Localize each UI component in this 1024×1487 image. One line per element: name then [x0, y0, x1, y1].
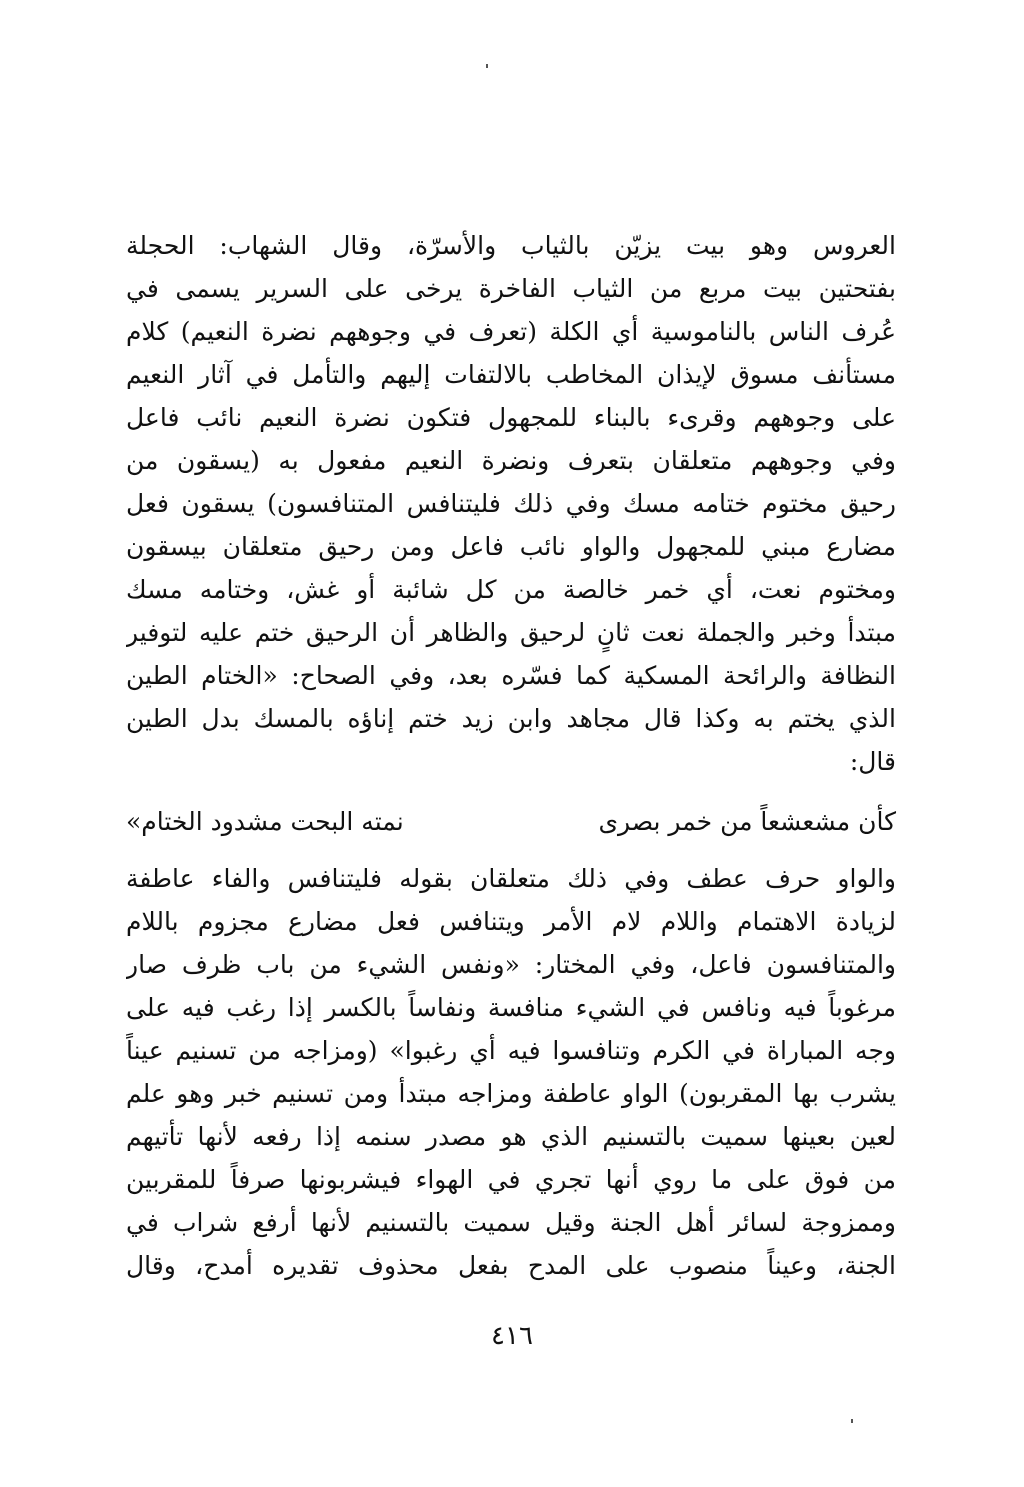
text-line: وممزوجة لسائر أهل الجنة وقيل سميت بالتسنيم لأنها أرفع شراب في: [126, 1208, 896, 1237]
text-line: النظافة والرائحة المسكية كما فسّره بعد، وفي الصحاح: «الختام الطين: [126, 661, 896, 690]
text-line: مبتدأ وخبر والجملة نعت ثانٍ لرحيق والظاهر أن الرحيق ختم عليه لتوفير: [126, 618, 896, 647]
text-line: بفتحتين بيت مربع من الثياب الفاخرة يرخى على السرير يسمى في: [126, 274, 896, 303]
text-line: الجنة، وعيناً منصوب على المدح بفعل محذوف تقديره أمدح، وقال: [126, 1251, 896, 1280]
text-line: لزيادة الاهتمام واللام لام الأمر ويتنافس فعل مضارع مجزوم باللام: [126, 907, 896, 936]
poem-verse: [126, 800, 896, 844]
text-line: مرغوباً فيه ونافس في الشيء منافسة ونفاساً بالكسر إذا رغب فيه على: [126, 993, 896, 1022]
page-number: ٤١٦: [491, 1321, 533, 1351]
text-line: قال:: [849, 747, 896, 776]
text-line: على وجوههم وقرىء بالبناء للمجهول فتكون نضرة النعيم نائب فاعل: [126, 403, 896, 432]
paragraph-1: [126, 224, 896, 783]
text-line: رحيق مختوم ختامه مسك وفي ذلك فليتنافس المتنافسون) يسقون فعل: [126, 489, 896, 518]
text-line: والواو حرف عطف وفي ذلك متعلقان بقوله فليتنافس والفاء عاطفة: [126, 864, 896, 893]
poem-first-hemistich: كأن مشعشعاً من خمر بصرى: [598, 807, 896, 836]
text-line: والمتنافسون فاعل، وفي المختار: «ونفس الشيء من باب ظرف صار: [126, 950, 896, 979]
text-line: وفي وجوههم متعلقان بتعرف ونضرة النعيم مفعول به (يسقون من: [126, 446, 896, 475]
text-line: مضارع مبني للمجهول والواو نائب فاعل ومن رحيق متعلقان بيسقون: [126, 532, 896, 561]
paragraph-2: [126, 857, 896, 1287]
text-line: الذي يختم به وكذا قال مجاهد وابن زيد ختم إناؤه بالمسك بدل الطين: [126, 704, 896, 733]
text-line: العروس وهو بيت يزيّن بالثياب والأسرّة، وقال الشهاب: الحجلة: [126, 231, 896, 260]
text-line: من فوق على ما روي أنها تجري في الهواء فيشربونها صرفاً للمقربين: [126, 1165, 896, 1194]
poem-second-hemistich: نمته البحت مشدود الختام»: [126, 807, 404, 836]
scan-speck: [851, 1419, 853, 1423]
text-line: وجه المباراة في الكرم وتنافسوا فيه أي رغبوا» (ومزاجه من تسنيم عيناً: [126, 1036, 896, 1065]
scan-speck: [486, 64, 488, 68]
text-line: عُرف الناس بالناموسية أي الكلة (تعرف في وجوههم نضرة النعيم) كلام: [126, 317, 896, 346]
text-line: لعين بعينها سميت بالتسنيم الذي هو مصدر سنمه إذا رفعه لأنها تأتيهم: [126, 1122, 896, 1151]
text-line: ومختوم نعت، أي خمر خالصة من كل شائبة أو غش، وختامه مسك: [126, 575, 896, 604]
text-line: يشرب بها المقربون) الواو عاطفة ومزاجه مبتدأ ومن تسنيم خبر وهو علم: [126, 1079, 896, 1108]
text-line: مستأنف مسوق لإيذان المخاطب بالالتفات إليهم والتأمل في آثار النعيم: [126, 360, 896, 389]
